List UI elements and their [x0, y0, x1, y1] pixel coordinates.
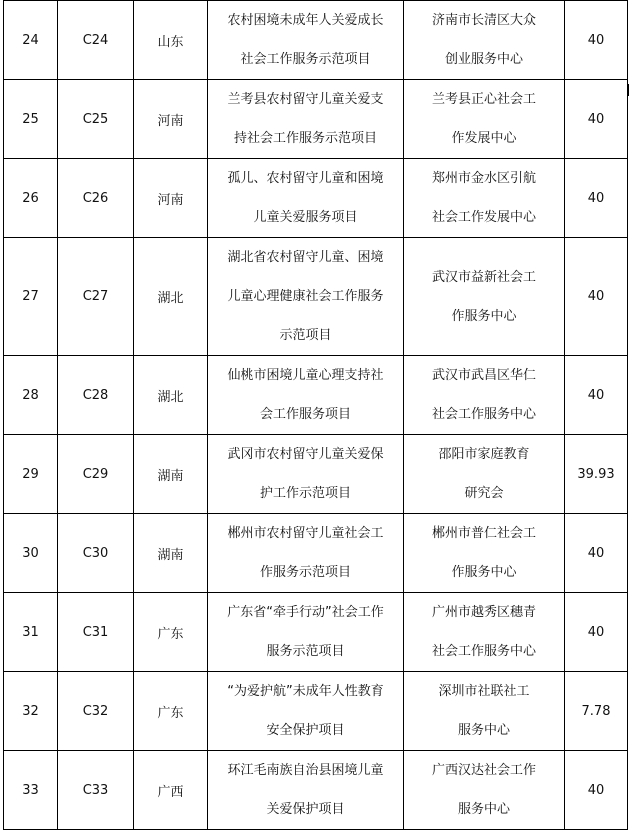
- organization-line: 社会工作发展中心: [431, 210, 536, 225]
- organization-cell: [404, 356, 565, 435]
- project-name-line: 兰考县农村留守儿童关爱支: [227, 92, 384, 107]
- project-name-line: 服务示范项目: [266, 644, 345, 659]
- project-code-cell: C29: [58, 435, 134, 514]
- project-name-cell: [208, 593, 404, 672]
- organization-cell: [404, 672, 565, 751]
- amount-cell: 40: [565, 514, 628, 593]
- project-name-line: 农村困境未成年人关爱成长: [227, 13, 384, 28]
- row-number-cell: 27: [4, 238, 58, 356]
- organization-line: 济南市长清区大众: [431, 13, 536, 28]
- project-name-cell: [208, 1, 404, 80]
- project-name-text: [208, 593, 403, 671]
- project-code-cell: C30: [58, 514, 134, 593]
- organization-text: [404, 80, 564, 158]
- organization-text: [404, 593, 564, 671]
- project-code-cell: C28: [58, 356, 134, 435]
- organization-line: 深圳市社联社工: [438, 684, 530, 699]
- organization-line: 研究会: [464, 486, 504, 501]
- organization-line: 广西汉达社会工作: [431, 763, 536, 778]
- organization-cell: [404, 238, 565, 356]
- table-row: [4, 751, 628, 830]
- organization-line: 武汉市益新社会工: [431, 269, 536, 285]
- project-name-text: [208, 80, 403, 158]
- project-name-text: [208, 356, 403, 434]
- project-name-line: 环江毛南族自治县困境儿童: [227, 763, 384, 778]
- organization-line: 郑州市金水区引航: [431, 171, 536, 186]
- project-code-cell: C27: [58, 238, 134, 356]
- amount-cell: 40: [565, 593, 628, 672]
- project-table: [3, 0, 628, 830]
- project-name-line: 湖北省农村留守儿童、困境: [227, 250, 384, 265]
- organization-line: 服务中心: [457, 723, 510, 738]
- project-name-text: [208, 1, 403, 79]
- row-number-cell: 33: [4, 751, 58, 830]
- project-name-cell: [208, 159, 404, 238]
- table-row: [4, 672, 628, 751]
- project-name-cell: [208, 435, 404, 514]
- organization-text: [404, 159, 564, 237]
- province-cell: 山东: [134, 1, 208, 80]
- project-table-container: [3, 0, 623, 830]
- project-name-cell: [208, 672, 404, 751]
- table-row: [4, 356, 628, 435]
- province-cell: 广西: [134, 751, 208, 830]
- organization-line: 广州市越秀区穗青: [431, 605, 536, 620]
- project-name-cell: [208, 514, 404, 593]
- amount-cell: 40: [565, 1, 628, 80]
- row-number-cell: 29: [4, 435, 58, 514]
- project-name-line: 会工作服务项目: [259, 407, 351, 422]
- project-name-text: [208, 751, 403, 829]
- organization-text: [404, 751, 564, 829]
- project-code-cell: C26: [58, 159, 134, 238]
- project-name-line: 儿童关爱服务项目: [253, 210, 358, 225]
- project-code-cell: C25: [58, 80, 134, 159]
- project-name-text: [208, 672, 403, 750]
- table-row: [4, 159, 628, 238]
- table-row: [4, 593, 628, 672]
- organization-line: 郴州市普仁社会工: [431, 526, 536, 541]
- project-name-line: “为爱护航”未成年人性教育: [227, 684, 384, 699]
- table-body: [4, 1, 628, 830]
- organization-text: [404, 435, 564, 513]
- project-name-text: [208, 159, 403, 237]
- row-number-cell: 24: [4, 1, 58, 80]
- row-number-cell: 28: [4, 356, 58, 435]
- amount-cell: 40: [565, 80, 628, 159]
- project-name-line: 持社会工作服务示范项目: [233, 131, 377, 146]
- organization-text: [404, 356, 564, 434]
- organization-cell: [404, 159, 565, 238]
- amount-cell: 40: [565, 751, 628, 830]
- table-row: [4, 80, 628, 159]
- project-name-text: [208, 514, 403, 592]
- amount-cell: 39.93: [565, 435, 628, 514]
- table-row: [4, 238, 628, 356]
- province-cell: 河南: [134, 159, 208, 238]
- project-name-cell: [208, 80, 404, 159]
- province-cell: 湖北: [134, 238, 208, 356]
- amount-cell: 40: [565, 356, 628, 435]
- project-name-line: 关爱保护项目: [266, 802, 345, 817]
- project-name-line: 儿童心理健康社会工作服务: [227, 289, 384, 304]
- project-name-cell: [208, 356, 404, 435]
- project-name-line: 广东省“牵手行动”社会工作: [227, 605, 384, 620]
- project-name-line: 作服务示范项目: [259, 565, 351, 580]
- organization-line: 作服务中心: [451, 308, 517, 324]
- organization-line: 社会工作服务中心: [431, 407, 536, 422]
- province-cell: 湖南: [134, 514, 208, 593]
- project-name-line: 护工作示范项目: [259, 486, 351, 501]
- row-number-cell: 30: [4, 514, 58, 593]
- project-name-line: 仙桃市困境儿童心理支持社: [227, 368, 384, 383]
- organization-line: 社会工作服务中心: [431, 644, 536, 659]
- row-number-cell: 31: [4, 593, 58, 672]
- project-name-line: 郴州市农村留守儿童社会工: [227, 526, 384, 541]
- project-code-cell: C32: [58, 672, 134, 751]
- amount-cell: 40: [565, 159, 628, 238]
- organization-text: [404, 258, 564, 336]
- organization-text: [404, 672, 564, 750]
- project-code-cell: C33: [58, 751, 134, 830]
- project-name-text: [208, 238, 403, 355]
- table-row: [4, 1, 628, 80]
- organization-line: 作服务中心: [451, 565, 517, 580]
- project-name-line: 武冈市农村留守儿童关爱保: [227, 447, 384, 462]
- row-number-cell: 25: [4, 80, 58, 159]
- organization-line: 作发展中心: [451, 131, 517, 146]
- province-cell: 湖南: [134, 435, 208, 514]
- organization-cell: [404, 1, 565, 80]
- organization-line: 兰考县正心社会工: [431, 92, 536, 107]
- project-name-line: 社会工作服务示范项目: [240, 52, 371, 67]
- amount-cell: 7.78: [565, 672, 628, 751]
- project-name-line: 孤儿、农村留守儿童和困境: [227, 171, 384, 186]
- amount-cell: 40: [565, 238, 628, 356]
- province-cell: 湖北: [134, 356, 208, 435]
- project-name-text: [208, 435, 403, 513]
- table-row: [4, 435, 628, 514]
- organization-line: 创业服务中心: [444, 52, 523, 67]
- project-name-cell: [208, 751, 404, 830]
- row-number-cell: 32: [4, 672, 58, 751]
- row-number-cell: 26: [4, 159, 58, 238]
- organization-text: [404, 514, 564, 592]
- project-name-line: 示范项目: [279, 328, 332, 343]
- organization-cell: [404, 514, 565, 593]
- project-code-cell: C24: [58, 1, 134, 80]
- organization-cell: [404, 751, 565, 830]
- province-cell: 河南: [134, 80, 208, 159]
- organization-cell: [404, 593, 565, 672]
- organization-line: 服务中心: [457, 802, 510, 817]
- organization-cell: [404, 80, 565, 159]
- table-row: [4, 514, 628, 593]
- organization-line: 武汉市武昌区华仁: [431, 368, 536, 383]
- project-name-line: 安全保护项目: [266, 723, 345, 738]
- organization-line: 邵阳市家庭教育: [438, 447, 530, 462]
- project-name-cell: [208, 238, 404, 356]
- organization-text: [404, 1, 564, 79]
- province-cell: 广东: [134, 672, 208, 751]
- province-cell: 广东: [134, 593, 208, 672]
- project-code-cell: C31: [58, 593, 134, 672]
- organization-cell: [404, 435, 565, 514]
